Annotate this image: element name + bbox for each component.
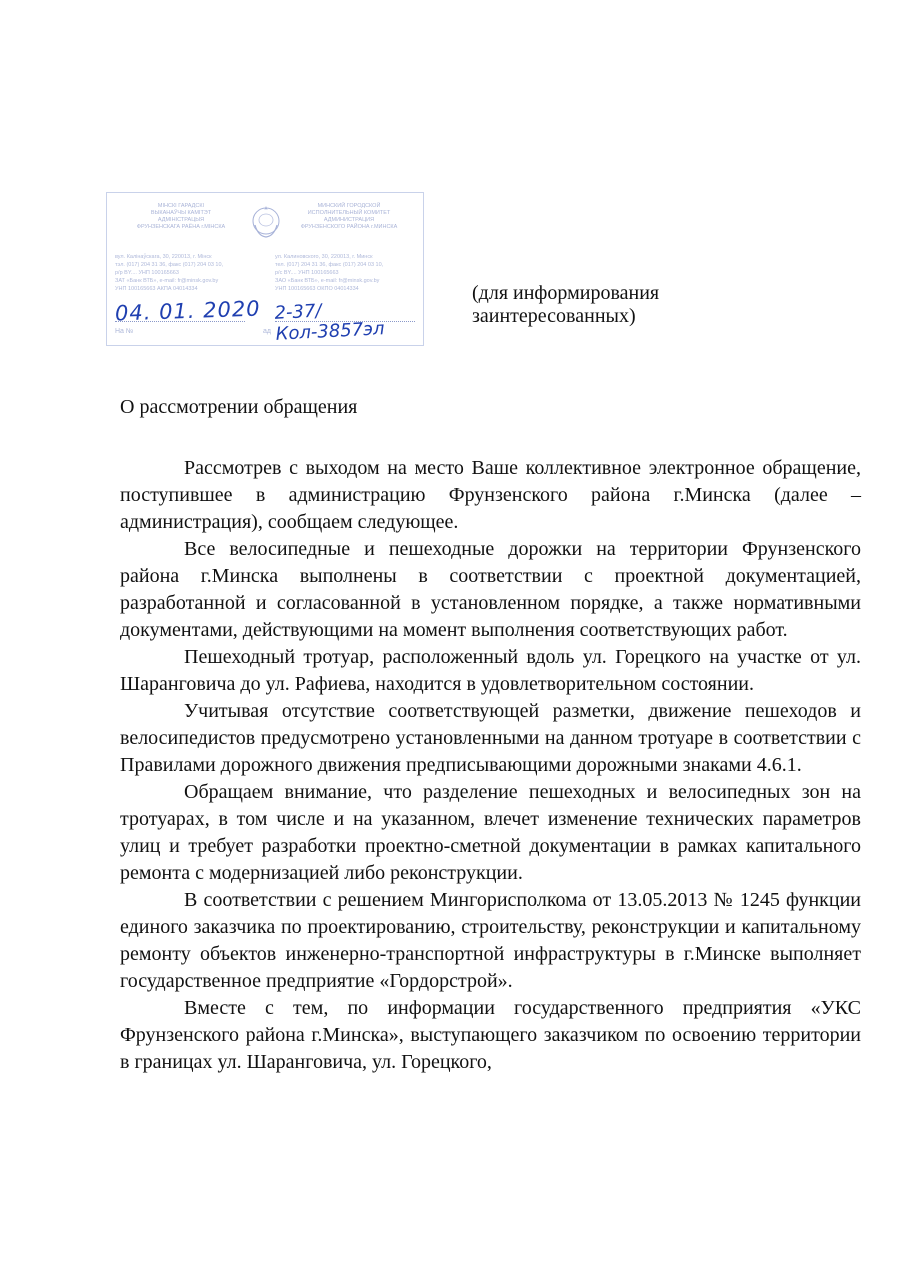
handwritten-date: 04. 01. 2020 xyxy=(114,296,261,326)
body-paragraph: Все велосипедные и пешеходные дорожки на территории Фрунзенского района г.Минска выполнены в соответствии с проектной документацией, разработанной и согласованной в установленном порядке, а также нормативными документами, действующими на момент выполнения соответствующих работ. xyxy=(120,538,861,641)
stamp-line: ул. Калиновского, 30, 220013, г. Минск xyxy=(275,254,373,260)
stamp-line: тэл. (017) 204 31 36, факс (017) 204 03 10, xyxy=(115,262,224,268)
stamp-line: ЗАО «Банк ВТБ», e-mail: fr@minsk.gov.by xyxy=(275,278,380,284)
recipient-block xyxy=(472,282,659,328)
stamp-line: АДМІНІСТРАЦЫЯ xyxy=(157,217,205,223)
stamp-line: вул. Калінаўскага, 30, 220013, г. Мінск xyxy=(115,254,212,260)
stamp-line: ВЫКАНАЎЧЫ КАМІТЭТ xyxy=(150,210,212,216)
stamp-line: АДМИНИСТРАЦИЯ xyxy=(323,217,375,223)
stamp-line: ИСПОЛНИТЕЛЬНЫЙ КОМИТЕТ xyxy=(307,210,391,216)
letter-body xyxy=(120,455,861,1076)
stamp-address-belarusian xyxy=(115,253,253,293)
stamp-line: ЗАТ «Банк ВТБ», e-mail: fr@minsk.gov.by xyxy=(115,278,219,284)
body-paragraph: Рассмотрев с выходом на место Ваше коллективное электронное обращение, поступившее в администрацию Фрунзенского района г.Минска (далее – администрация), сообщаем следующее. xyxy=(120,457,861,533)
handwritten-reg-number: 2-37/Кол-3857эл xyxy=(274,300,386,345)
stamp-line: УНП 100165663 АКПА 04014334 xyxy=(115,286,198,292)
stamp-line: р/с BY.... УНП 100165663 xyxy=(275,270,339,276)
body-paragraph: В соответствии с решением Мингорисполкома от 13.05.2013 № 1245 функции единого заказчика по проектированию, строительству, реконструкции и капитальному ремонту объектов инженерно-транспортной инфраструктуры в г.Минске выполняет государственное предприятие «Гордорстрой». xyxy=(120,889,861,992)
body-paragraph: Пешеходный тротуар, расположенный вдоль ул. Горецкого на участке от ул. Шаранговича до ул. Рафиева, находится в удовлетворительном состоянии. xyxy=(120,646,861,695)
stamp-line: р/р BY.... УНП 100165663 xyxy=(115,270,179,276)
letterhead-stamp xyxy=(106,192,424,346)
stamp-address-russian xyxy=(275,253,413,293)
stamp-line: УНП 100165663 ОКПО 04014334 xyxy=(275,286,359,292)
recipient-line: (для информирования xyxy=(472,282,660,304)
body-paragraph: Вместе с тем, по информации государственного предприятия «УКС Фрунзенского района г.Минска», выступающего заказчиком по освоению территории в границах ул. Шаранговича, ул. Горецкого, xyxy=(120,997,861,1073)
body-paragraph: Учитывая отсутствие соответствующей разметки, движение пешеходов и велосипедистов предусмотрено установленными на данном тротуаре в соответствии с Правилами дорожного движения предписывающими дорожными знаками 4.6.1. xyxy=(120,700,861,776)
state-emblem-icon xyxy=(249,203,283,241)
letter-subject: О рассмотрении обращения xyxy=(120,396,358,418)
reference-label: На № xyxy=(115,328,134,335)
recipient-line: заинтересованных) xyxy=(472,305,636,327)
body-paragraph: Обращаем внимание, что разделение пешеходных и велосипедных зон на тротуарах, в том числе и на указанном, влечет изменение технических параметров улиц и требует разработки проектно-сметной документации в рамках капитального ремонта с модернизацией либо реконструкции. xyxy=(120,781,861,884)
stamp-org-russian xyxy=(285,203,413,231)
stamp-line: ФРУНЗЕНСКАГА РАЁНА г.МІНСКА xyxy=(136,224,226,230)
stamp-line: ФРУНЗЕНСКОГО РАЙОНА г.МИНСКА xyxy=(300,224,398,230)
stamp-org-belarusian xyxy=(117,203,245,231)
stamp-line: тел. (017) 204 31 36, факс (017) 204 03 10, xyxy=(275,262,384,268)
stamp-line: МІНСКІ ГАРАДСКІ xyxy=(157,203,205,209)
stamp-line: МИНСКИЙ ГОРОДСКОЙ xyxy=(317,203,381,209)
reference-suffix: ад xyxy=(263,328,271,335)
